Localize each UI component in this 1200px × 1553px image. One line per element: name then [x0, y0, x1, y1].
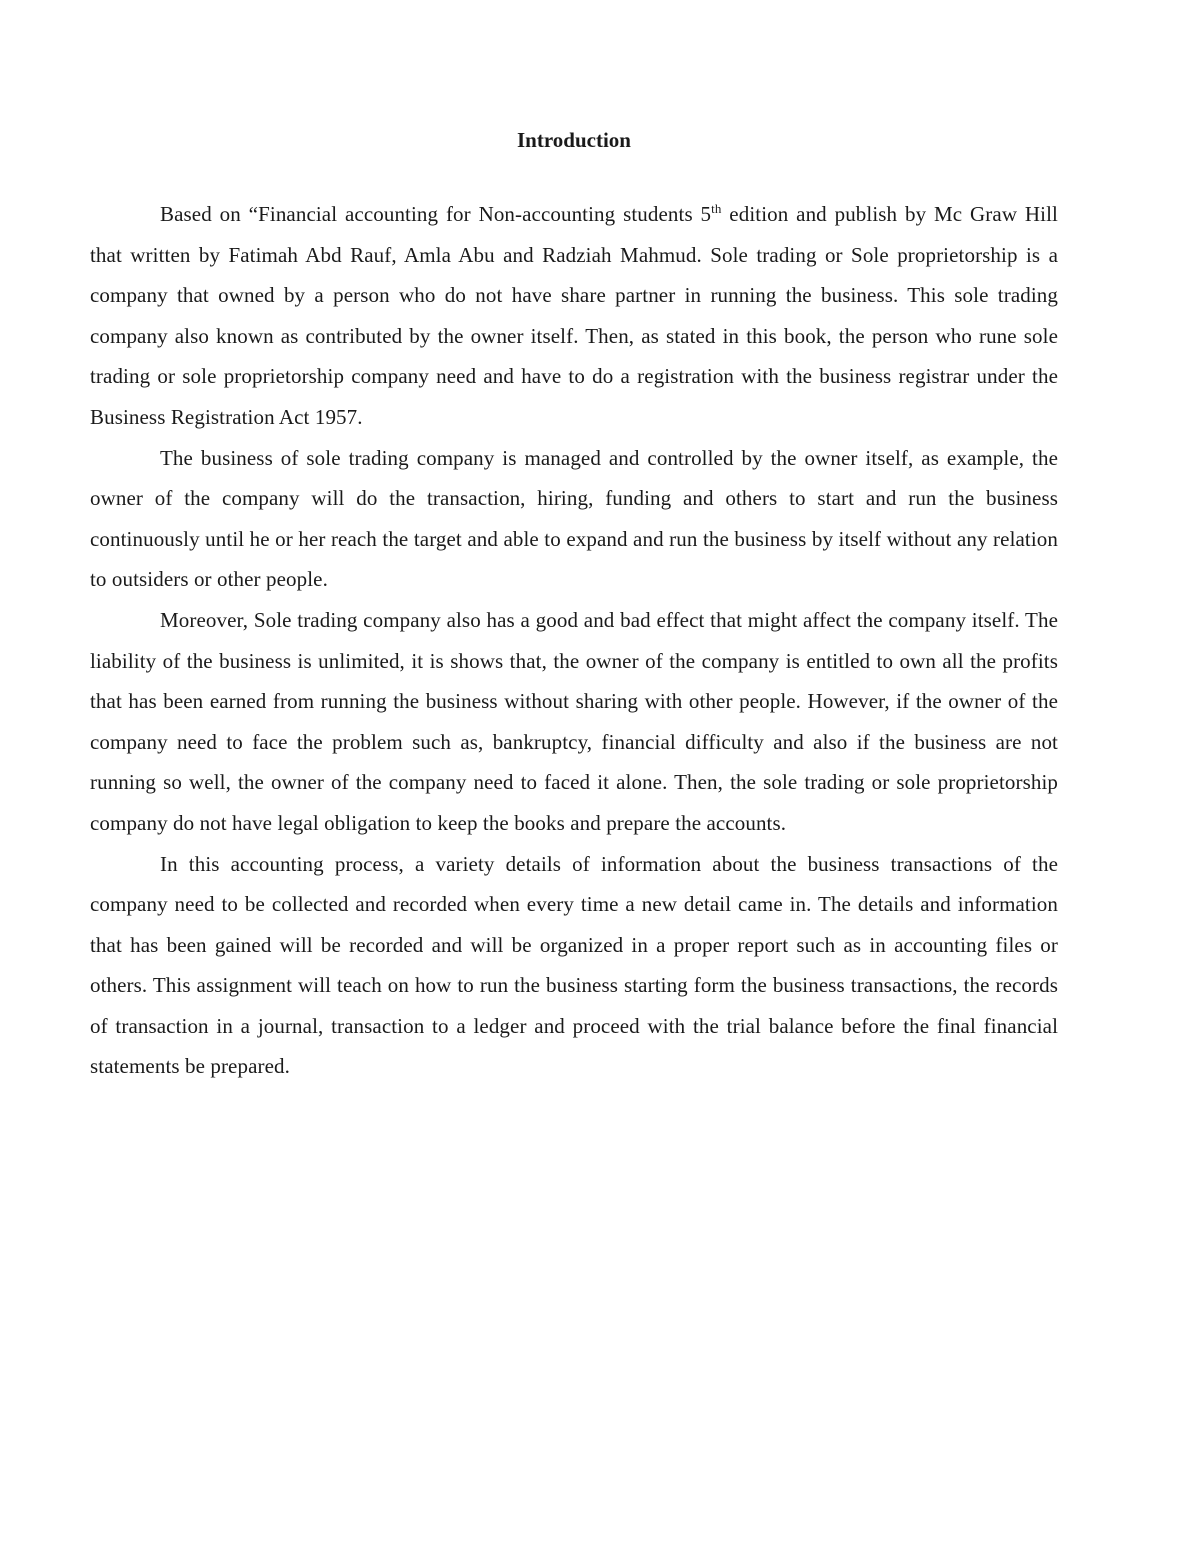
document-body [90, 126, 1058, 1087]
page-title: Introduction [517, 128, 631, 152]
paragraph-1-text-start: Based on “Financial accounting for Non-accounting students 5 [160, 202, 712, 226]
paragraph-4: In this accounting process, a variety details of information about the business transactions of the company need to be collected and recorded when every time a new detail came in. The details and information that has been gained will be recorded and will be organized in a proper report such as in accounting files or others. This assignment will teach on how to run the business starting form the business transactions, the records of transaction in a journal, transaction to a ledger and proceed with the trial balance before the final financial statements be prepared. [90, 851, 1058, 1079]
paragraph-3: Moreover, Sole trading company also has a good and bad effect that might affect the company itself. The liability of the business is unlimited, it is shows that, the owner of the company is entitled to own all the profits that has been earned from running the business without sharing with other people. However, if the owner of the company need to face the problem such as, bankruptcy, financial difficulty and also if the business are not running so well, the owner of the company need to faced it alone. Then, the sole trading or sole proprietorship company do not have legal obligation to keep the books and prepare the accounts. [90, 607, 1058, 835]
paragraph-1-text-end: edition and publish by Mc Graw Hill that written by Fatimah Abd Rauf, Amla Abu and Radziah Mahmud. Sole trading or Sole proprietorship is a company that owned by a person who do not have share partner in running the business. This sole trading company also known as contributed by the owner itself. Then, as stated in this book, the person who rune sole trading or sole proprietorship company need and have to do a registration with the business registrar under the Business Registration Act 1957. [90, 202, 1058, 429]
superscript-th: th [711, 201, 722, 216]
paragraph-2: The business of sole trading company is managed and controlled by the owner itself, as example, the owner of the company will do the transaction, hiring, funding and others to start and run the business continuously until he or her reach the target and able to expand and run the business by itself without any relation to outsiders or other people. [90, 445, 1058, 592]
paragraph-1 [90, 194, 1058, 438]
